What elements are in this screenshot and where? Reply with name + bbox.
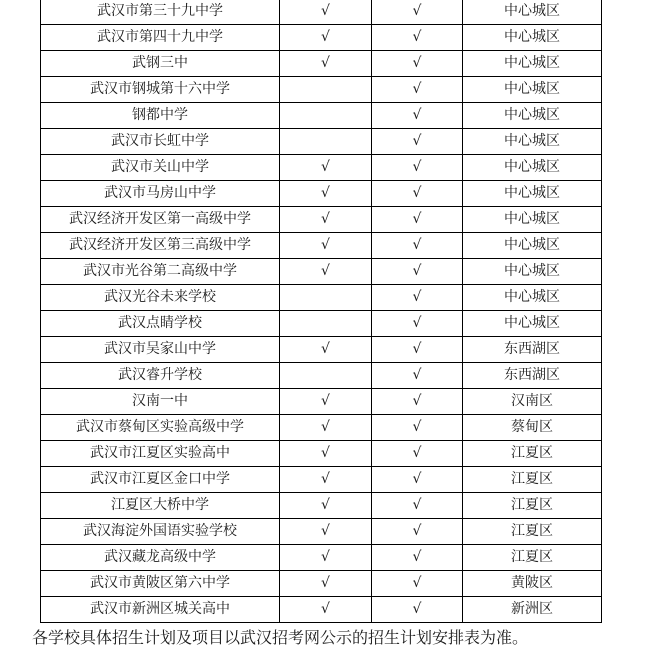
table-row [41,103,602,129]
check-cell-b: √ [372,77,463,103]
school-name-cell: 武汉点睛学校 [41,311,280,337]
table-row [41,0,602,25]
table-row [41,519,602,545]
table-row [41,77,602,103]
check-cell-a: √ [280,155,372,181]
footnote-text: 各学校具体招生计划及项目以武汉招考网公示的招生计划安排表为准。 [32,628,529,647]
check-cell-a: √ [280,259,372,285]
district-cell: 中心城区 [463,155,602,181]
table-row [41,25,602,51]
check-cell-a: √ [280,415,372,441]
check-cell-a [280,285,372,311]
school-name-cell: 武汉光谷未来学校 [41,285,280,311]
table-row [41,51,602,77]
check-cell-b: √ [372,207,463,233]
table-row [41,285,602,311]
school-name-cell: 江夏区大桥中学 [41,493,280,519]
school-name-cell: 武汉市新洲区城关高中 [41,597,280,623]
district-cell: 中心城区 [463,129,602,155]
district-cell: 中心城区 [463,207,602,233]
table-row [41,311,602,337]
check-cell-b: √ [372,389,463,415]
check-cell-a: √ [280,519,372,545]
check-cell-b: √ [372,155,463,181]
check-cell-b: √ [372,415,463,441]
district-cell: 江夏区 [463,493,602,519]
school-name-cell: 武汉市第四十九中学 [41,25,280,51]
school-name-cell: 武汉海淀外国语实验学校 [41,519,280,545]
school-table-body [41,0,602,623]
school-name-cell: 武汉市光谷第二高级中学 [41,259,280,285]
check-cell-b: √ [372,441,463,467]
school-name-cell: 武汉市马房山中学 [41,181,280,207]
check-cell-b: √ [372,337,463,363]
school-name-cell: 武汉市吴家山中学 [41,337,280,363]
school-table-container [40,0,601,623]
table-row [41,493,602,519]
check-cell-a: √ [280,233,372,259]
district-cell: 中心城区 [463,103,602,129]
district-cell: 中心城区 [463,259,602,285]
check-cell-b: √ [372,25,463,51]
district-cell: 中心城区 [463,51,602,77]
table-row [41,363,602,389]
school-name-cell: 武汉市黄陂区第六中学 [41,571,280,597]
district-cell: 汉南区 [463,389,602,415]
school-name-cell: 钢都中学 [41,103,280,129]
check-cell-a: √ [280,25,372,51]
table-row [41,337,602,363]
check-cell-b: √ [372,51,463,77]
table-row [41,389,602,415]
district-cell: 中心城区 [463,285,602,311]
table-row [41,233,602,259]
school-name-cell: 汉南一中 [41,389,280,415]
check-cell-b: √ [372,571,463,597]
check-cell-b: √ [372,363,463,389]
check-cell-a [280,363,372,389]
check-cell-a: √ [280,441,372,467]
check-cell-b: √ [372,311,463,337]
check-cell-b: √ [372,233,463,259]
check-cell-a: √ [280,493,372,519]
check-cell-a: √ [280,207,372,233]
school-name-cell: 武汉市长虹中学 [41,129,280,155]
table-row [41,155,602,181]
district-cell: 中心城区 [463,25,602,51]
table-row [41,259,602,285]
district-cell: 东西湖区 [463,363,602,389]
district-cell: 中心城区 [463,0,602,25]
school-name-cell: 武汉市第三十九中学 [41,0,280,25]
check-cell-a: √ [280,545,372,571]
school-name-cell: 武汉市江夏区金口中学 [41,467,280,493]
school-name-cell: 武汉市江夏区实验高中 [41,441,280,467]
district-cell: 黄陂区 [463,571,602,597]
district-cell: 中心城区 [463,181,602,207]
check-cell-a [280,311,372,337]
check-cell-b: √ [372,103,463,129]
school-name-cell: 武钢三中 [41,51,280,77]
school-name-cell: 武汉经济开发区第三高级中学 [41,233,280,259]
district-cell: 江夏区 [463,545,602,571]
table-row [41,441,602,467]
district-cell: 江夏区 [463,519,602,545]
district-cell: 江夏区 [463,467,602,493]
check-cell-b: √ [372,519,463,545]
check-cell-b: √ [372,259,463,285]
check-cell-a [280,77,372,103]
district-cell: 蔡甸区 [463,415,602,441]
check-cell-b: √ [372,129,463,155]
check-cell-a: √ [280,389,372,415]
district-cell: 东西湖区 [463,337,602,363]
check-cell-a: √ [280,337,372,363]
check-cell-b: √ [372,285,463,311]
school-name-cell: 武汉藏龙高级中学 [41,545,280,571]
district-cell: 江夏区 [463,441,602,467]
table-row [41,571,602,597]
check-cell-a [280,129,372,155]
table-row [41,129,602,155]
school-table [40,0,602,623]
table-row [41,597,602,623]
table-row [41,415,602,441]
check-cell-a [280,103,372,129]
check-cell-b: √ [372,0,463,25]
district-cell: 中心城区 [463,77,602,103]
check-cell-a: √ [280,467,372,493]
check-cell-b: √ [372,467,463,493]
table-row [41,467,602,493]
school-name-cell: 武汉市钢城第十六中学 [41,77,280,103]
check-cell-b: √ [372,597,463,623]
district-cell: 中心城区 [463,233,602,259]
check-cell-a: √ [280,571,372,597]
district-cell: 新洲区 [463,597,602,623]
check-cell-a: √ [280,597,372,623]
school-name-cell: 武汉市蔡甸区实验高级中学 [41,415,280,441]
check-cell-b: √ [372,545,463,571]
check-cell-a: √ [280,181,372,207]
table-row [41,181,602,207]
district-cell: 中心城区 [463,311,602,337]
table-row [41,545,602,571]
school-name-cell: 武汉市关山中学 [41,155,280,181]
check-cell-b: √ [372,493,463,519]
check-cell-a: √ [280,0,372,25]
check-cell-a: √ [280,51,372,77]
table-row [41,207,602,233]
check-cell-b: √ [372,181,463,207]
school-name-cell: 武汉睿升学校 [41,363,280,389]
school-name-cell: 武汉经济开发区第一高级中学 [41,207,280,233]
